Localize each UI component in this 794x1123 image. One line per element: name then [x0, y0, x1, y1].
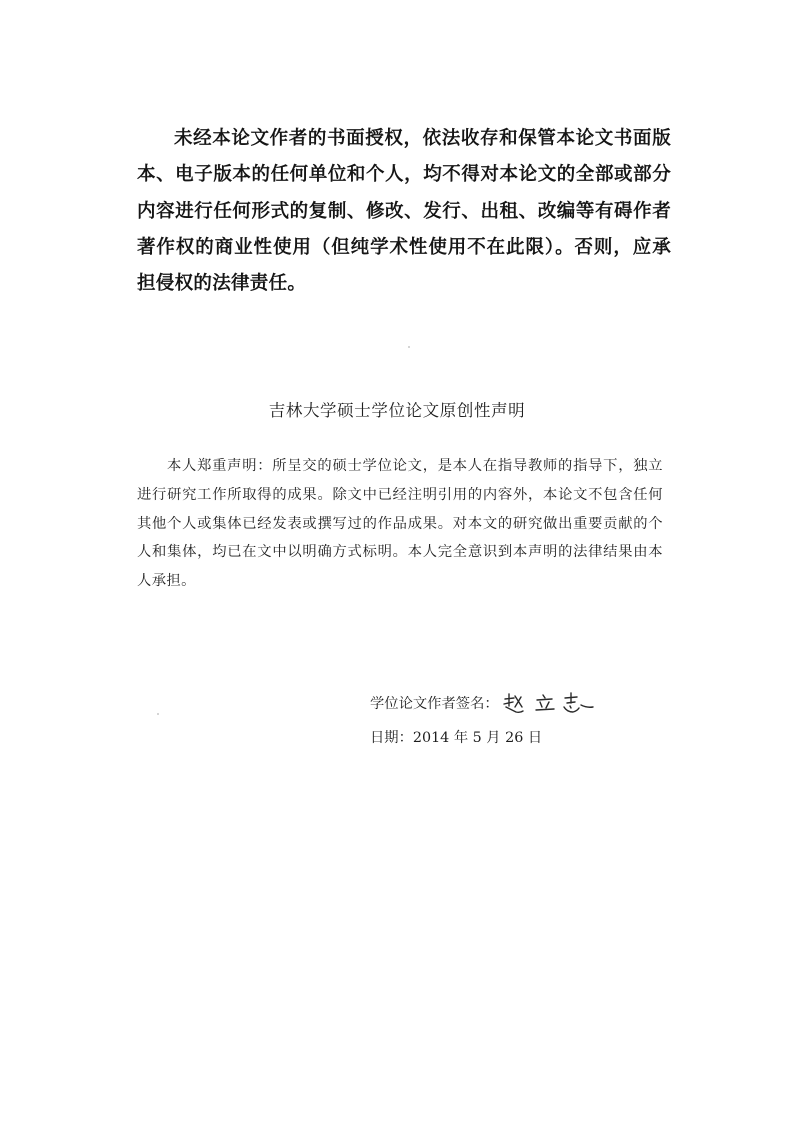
- declaration-title: 吉林大学硕士学位论文原创性声明: [268, 401, 526, 420]
- signature-label: 学位论文作者签名：: [370, 695, 499, 712]
- date-value: 2014 年 5 月 26 日: [412, 729, 543, 746]
- declaration-body: 本人郑重声明：所呈交的硕士学位论文，是本人在指导教师的指导下，独立进行研究工作所取得的成果。除文中已经注明引用的内容外，本论文不包含任何其他个人或集体已经发表或撰写过的作品成果。对本文的研究做出重要贡献的个人和集体，均已在文中以明确方式标明。本人完全意识到本声明的法律结果由本人承担。: [137, 458, 663, 590]
- signature-block: [370, 687, 650, 752]
- scan-speck: [157, 713, 159, 715]
- handwritten-signature: [501, 690, 599, 716]
- copyright-notice: 未经本论文作者的书面授权，依法收存和保管本论文书面版本、电子版本的任何单位和个人，均不得对本论文的全部或部分内容进行任何形式的复制、修改、发行、出租、改编等有碍作者著作权的商业性使用（但纯学术性使用不在此限）。否则，应承担侵权的法律责任。: [137, 128, 671, 295]
- date-label: 日期：: [370, 729, 413, 746]
- scan-speck: [408, 346, 410, 348]
- signature-row: [370, 687, 650, 718]
- date-row: [370, 721, 650, 752]
